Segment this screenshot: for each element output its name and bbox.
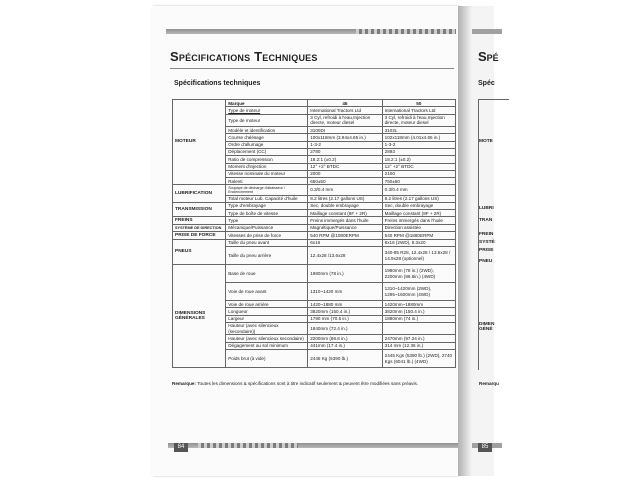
footer-rule (168, 443, 458, 448)
table-row (173, 217, 456, 225)
value-45: 2200mm (86.6 in.) (308, 335, 382, 342)
value-50: Maillage constant (8F + 2R) (382, 210, 455, 217)
value-45: 8.2 litres (2.17 gallons US) (308, 195, 382, 202)
value-50: Sec, double embrayage (382, 202, 455, 209)
page-number: 84 (174, 443, 188, 452)
table-row (173, 224, 456, 231)
value-45: 18.2:1 (±0.2) (308, 156, 382, 163)
value-45: 12.4x28 /13.6x28 (308, 247, 382, 265)
value-50: 1-3-2 (382, 141, 455, 148)
right-page-number: 85 (478, 443, 492, 452)
value-50: 340-85 R28, 12.4x28 / 13.6x28 / 14.9x28 (optionnel) (382, 247, 455, 265)
right-category: PRISE (479, 248, 494, 253)
value-45: 540 RPM @1080ERPM (308, 232, 382, 240)
row-label: Déplacement (CC) (226, 148, 308, 155)
row-label: Ordre d'allumage (226, 141, 308, 148)
category-dimensions: DIMENSIONS GÉNÉRALES (173, 265, 226, 368)
value-50: 540 RPM @1880ERPM (382, 232, 455, 240)
value-45: 2000 (308, 170, 382, 177)
right-header-rule (472, 29, 502, 34)
value-50: 8.2 litres (2.17 gallons US) (382, 195, 455, 202)
value-50: 2445 Kgs (5390 lb.) (2WD), 2740 Kgs (6041 lb.) (4WD) (382, 350, 455, 368)
value-50: 2893 (382, 148, 455, 155)
value-50 (382, 322, 455, 335)
value-45: 3100DI (308, 127, 382, 134)
right-category: DIMEN GÉNÉ (479, 322, 495, 332)
row-label: Mécanique/Puissance (226, 224, 308, 231)
remark-text: Toutes les dimensions & spécifications sont à titre indicatif seulement & peuvent être modifiées sans préavis. (197, 381, 419, 386)
value-50: 2100 (382, 170, 455, 177)
value-50: 2470mm (97.24 in.) (382, 335, 455, 342)
right-category: MOTE (479, 139, 493, 144)
value-45: 650±50 (308, 178, 382, 185)
value-50: 314 mm (12.36 in.) (382, 342, 455, 349)
value-45: Freins immergés dans l'huile (308, 217, 382, 225)
footer-stripes (198, 443, 298, 448)
value-50: 0.3/0.4 mm (382, 185, 455, 195)
value-45: 1310~1420 mm (308, 283, 382, 301)
row-label: Poids brut (à vide) (226, 350, 308, 368)
value-50: 3102L (382, 127, 455, 134)
row-label: Longueur (226, 308, 308, 315)
remark-label: Remarque: (172, 381, 196, 386)
value-45: 6x16 (308, 239, 382, 246)
row-label: Type de moteur (226, 114, 308, 127)
table-row (173, 100, 456, 107)
left-page (152, 6, 458, 476)
page-title: Spécifications Techniques (170, 49, 318, 64)
header-rule (166, 29, 456, 34)
category-pneus: PNEUS (173, 239, 226, 264)
right-category: SYSTÈ (479, 240, 495, 245)
row-label: Type d'embrayage (226, 202, 308, 209)
row-label: Modèle et identification (226, 127, 308, 134)
value-45: Maillage constant (8F + 2R) (308, 210, 382, 217)
table-row (173, 185, 456, 195)
table-row (173, 265, 456, 283)
row-label: Course d'alésage (226, 134, 308, 141)
value-45: Magnétique/Puissance (308, 224, 382, 231)
value-50: 18.2:1 (±0.2) (382, 156, 455, 163)
value-50: 1980mm (78 in.) (2WD), 2200mm (86.6in.) (4WD) (382, 265, 455, 283)
row-label: Ralenti (226, 178, 308, 185)
row-label: Vitesse nominale du moteur (226, 170, 308, 177)
value-45: 1420~1880 mm (308, 301, 382, 308)
value-45: 100x118mm (3.94x4.65 in.) (308, 134, 382, 141)
value-50: Direction assistée (382, 224, 455, 231)
value-45: 1790 mm (70.5 in.) (308, 315, 382, 322)
row-label: Taille du pneu arrière (226, 247, 308, 265)
row-label: Type (226, 217, 308, 225)
row-label: Hauteur (avec silencieux secondaire) (226, 335, 308, 342)
value-45: Sec, double embrayage (308, 202, 382, 209)
row-label: Type de boîte de vitesse (226, 210, 308, 217)
value-45: 12° +2° BTDC (308, 163, 382, 170)
row-label: Type de moteur (226, 107, 308, 114)
category-transmission: TRANSMISSION (173, 202, 226, 217)
value-50: 3 Cyl, refroidi à l'eau,Injection directe, moteur diesel (382, 114, 455, 127)
value-45: 2445 Kg (5390 lb.) (308, 350, 382, 368)
right-subtitle: Spéc (478, 80, 495, 87)
category-moteur: MOTEUR (173, 100, 226, 185)
spec-table (172, 99, 456, 368)
row-label: Dégagement au sol minimum (226, 342, 308, 349)
value-45: 45 (308, 100, 382, 107)
value-50: 6x16 (2WD), 8.3x20 (382, 239, 455, 246)
value-50: International Tractors Ltd (382, 107, 455, 114)
row-label: Base de roue (226, 265, 308, 283)
value-50: 750±50 (382, 178, 455, 185)
right-category: FREIN (479, 232, 494, 237)
section-subtitle: Spécifications techniques (174, 80, 261, 87)
category-pdf: PRISE DE FORCE (173, 232, 226, 240)
category-direction: SYSTÈME DE DIRECTION (173, 224, 226, 231)
table-row (173, 232, 456, 240)
right-page-title: Spé (478, 49, 499, 64)
value-45: 3820mm (150.4 in.) (308, 308, 382, 315)
value-45: 2780 (308, 148, 382, 155)
value-45: 1840mm (72.4 in.) (308, 322, 382, 335)
right-category: LUBRI (479, 206, 494, 211)
value-50: 1310~1420mm (2WD), 1295~1600mm (4WD) (382, 283, 455, 301)
row-label: Largeur (226, 315, 308, 322)
value-50: 12° +2° BTDC (382, 163, 455, 170)
table-row (173, 239, 456, 246)
category-lubrification: LUBRIFICATION (173, 185, 226, 203)
row-label: Moment d'injection (226, 163, 308, 170)
right-category: PNEU (479, 259, 493, 264)
header-stripes (356, 29, 456, 34)
value-50: 102x118mm (4.01x4.65 in.) (382, 134, 455, 141)
value-50: Freins immergés dans l'huile (382, 217, 455, 225)
value-50: 1880mm (74 in.) (382, 315, 455, 322)
category-freins: FREINS (173, 217, 226, 225)
right-remark: Remarqu (479, 381, 499, 386)
value-45: International Tractors Ltd (308, 107, 382, 114)
table-row (173, 202, 456, 209)
row-label: Ratio de compression (226, 156, 308, 163)
row-label: Marque (226, 100, 308, 107)
right-category: TRAN (479, 218, 493, 223)
value-50: 3820mm (150.4 in.) (382, 308, 455, 315)
value-50: 1420mm~1880mm (382, 301, 455, 308)
row-label: Soupape de décharge d'abaisseur / Enclenchement (226, 185, 308, 195)
remark (172, 381, 462, 386)
row-label: Taille du pneu avant (226, 239, 308, 246)
value-50: 50 (382, 100, 455, 107)
value-45: 1-3-2 (308, 141, 382, 148)
book-gutter-shadow (458, 6, 472, 476)
title-rule (170, 68, 454, 69)
row-label: Hauteur (avec silencieux (secondaire)) (226, 322, 308, 335)
value-45: 1980mm (78 in.) (308, 265, 382, 283)
value-45: 0.3/0.4 mm (308, 185, 382, 195)
value-45: 441mm (17.4 in.) (308, 342, 382, 349)
row-label: Total moteur Lub. Capacité d'huile (226, 195, 308, 202)
value-45: 3 Cyl, refroidi à l'eau,Injection directe, moteur diesel (308, 114, 382, 127)
row-label: Voie de roue arrière (226, 301, 308, 308)
row-label: Voie de roue avant (226, 283, 308, 301)
row-label: Vitesses de prise de force (226, 232, 308, 240)
